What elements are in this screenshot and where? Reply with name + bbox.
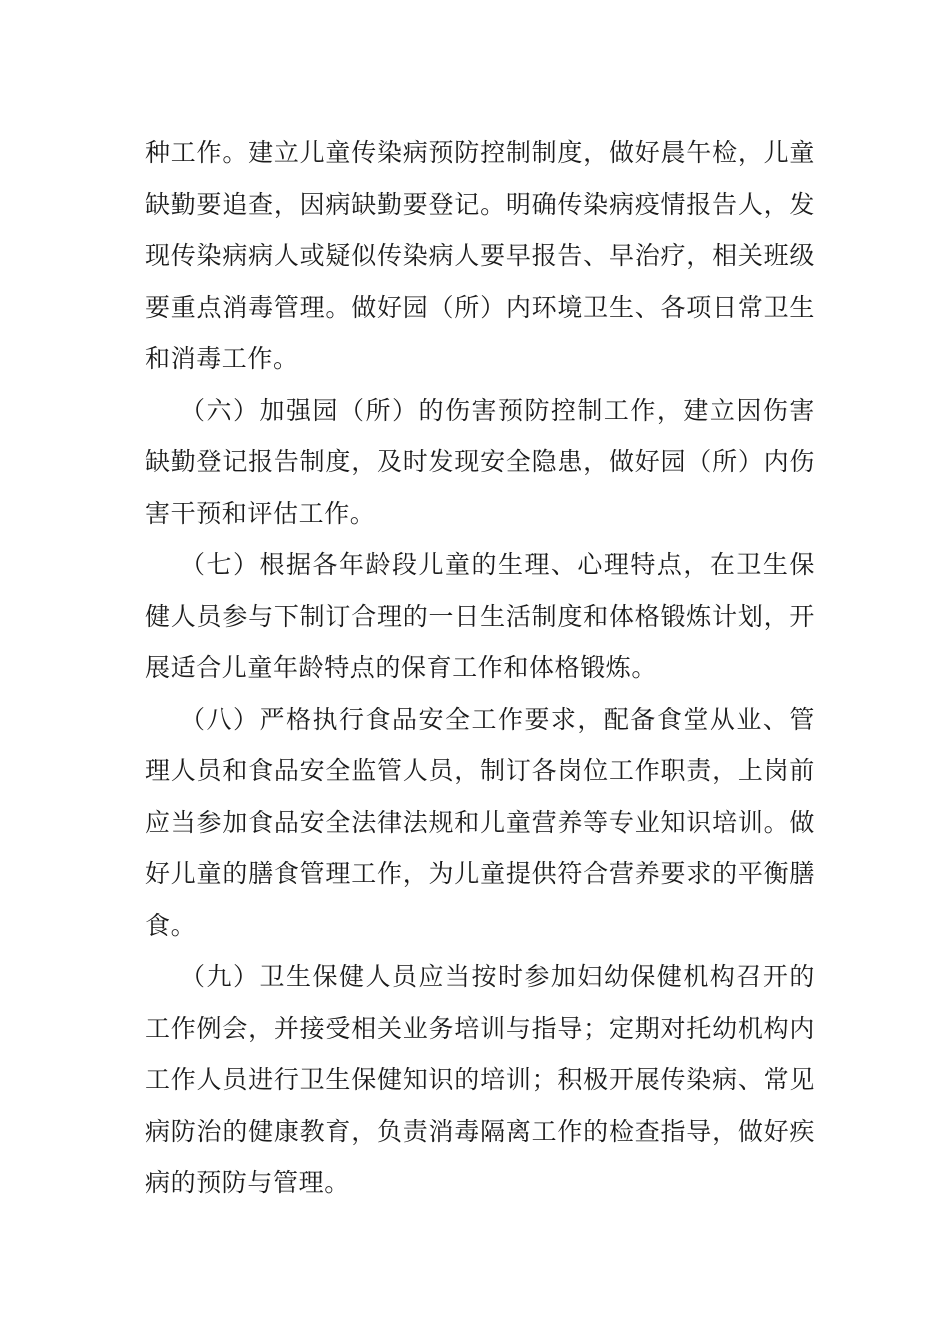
paragraph-item-9: （九）卫生保健人员应当按时参加妇幼保健机构召开的工作例会，并接受相关业务培训与指导；定期对托幼机构内工作人员进行卫生保健知识的培训；积极开展传染病、常见病防治的健康教育，负责消毒隔离工作的检查指导，做好疾病的预防与管理。 — [145, 962, 815, 1197]
paragraph-item-7: （七）根据各年龄段儿童的生理、心理特点，在卫生保健人员参与下制订合理的一日生活制度和体格锻炼计划，开展适合儿童年龄特点的保育工作和体格锻炼。 — [145, 550, 815, 682]
paragraph-continuation: 种工作。建立儿童传染病预防控制制度，做好晨午检，儿童缺勤要追查，因病缺勤要登记。明确传染病疫情报告人，发现传染病病人或疑似传染病人要早报告、早治疗，相关班级要重点消毒管理。做好园（所）内环境卫生、各项日常卫生和消毒工作。 — [145, 138, 815, 373]
document-body — [145, 127, 815, 1209]
paragraph-item-8: （八）严格执行食品安全工作要求，配备食堂从业、管理人员和食品安全监管人员，制订各岗位工作职责，上岗前应当参加食品安全法律法规和儿童营养等专业知识培训。做好儿童的膳食管理工作，为儿童提供符合营养要求的平衡膳食。 — [145, 704, 815, 940]
paragraph-item-6: （六）加强园（所）的伤害预防控制工作，建立因伤害缺勤登记报告制度，及时发现安全隐患，做好园（所）内伤害干预和评估工作。 — [145, 395, 815, 528]
